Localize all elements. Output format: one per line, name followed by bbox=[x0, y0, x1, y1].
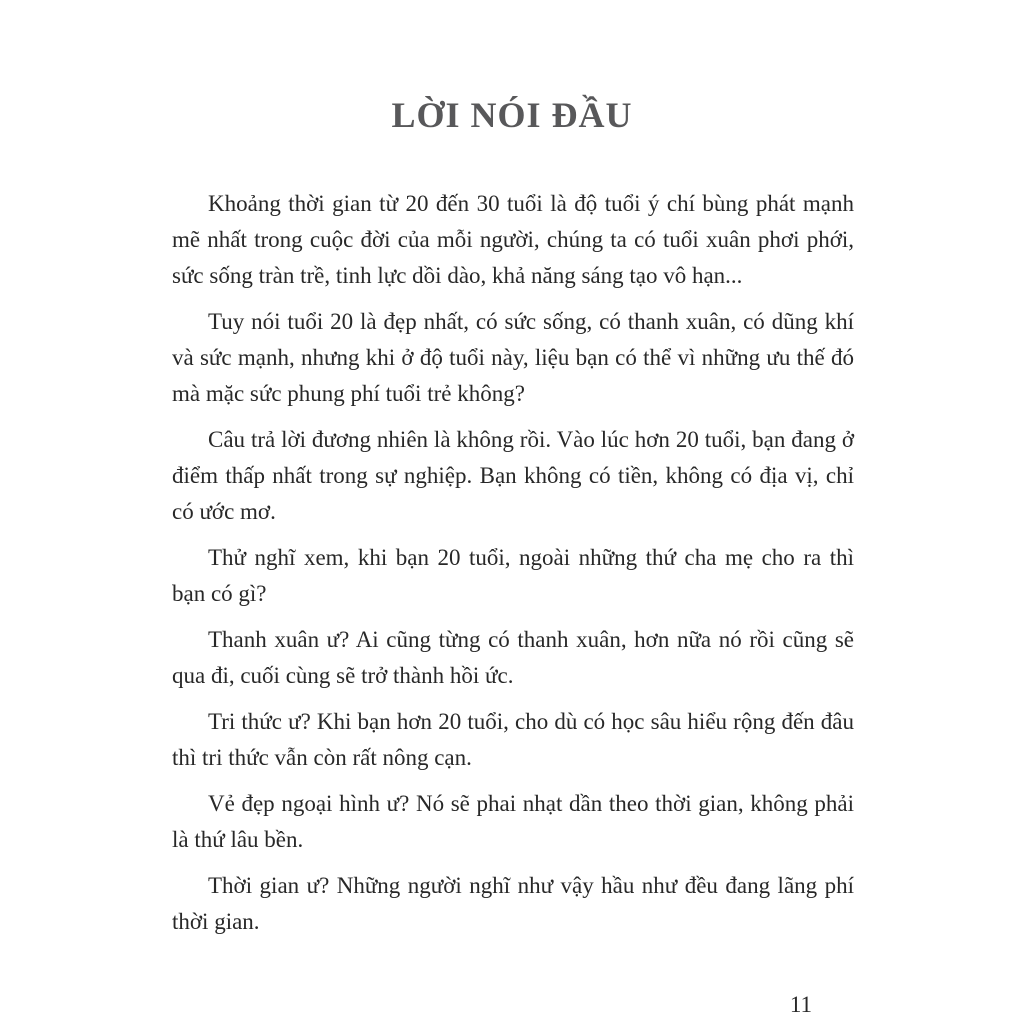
paragraph: Thanh xuân ư? Ai cũng từng có thanh xuân, hơn nữa nó rồi cũng sẽ qua đi, cuối cùng sẽ trở thành hồi ức. bbox=[172, 627, 854, 688]
paragraph: Tuy nói tuổi 20 là đẹp nhất, có sức sống, có thanh xuân, có dũng khí và sức mạnh, nhưng khi ở độ tuổi này, liệu bạn có thể vì những ưu thế đó mà mặc sức phung phí tuổi trẻ không? bbox=[172, 309, 854, 406]
paragraph: Thử nghĩ xem, khi bạn 20 tuổi, ngoài những thứ cha mẹ cho ra thì bạn có gì? bbox=[172, 545, 854, 606]
paragraph: Tri thức ư? Khi bạn hơn 20 tuổi, cho dù có học sâu hiểu rộng đến đâu thì tri thức vẫn còn rất nông cạn. bbox=[172, 709, 854, 770]
body-text bbox=[172, 186, 854, 950]
page-number: 11 bbox=[789, 992, 812, 1017]
paragraph: Thời gian ư? Những người nghĩ như vậy hầu như đều đang lãng phí thời gian. bbox=[172, 873, 854, 934]
paragraph: Câu trả lời đương nhiên là không rồi. Vào lúc hơn 20 tuổi, bạn đang ở điểm thấp nhất trong sự nghiệp. Bạn không có tiền, không có địa vị, chỉ có ước mơ. bbox=[172, 427, 854, 524]
paragraph: Vẻ đẹp ngoại hình ư? Nó sẽ phai nhạt dần theo thời gian, không phải là thứ lâu bền. bbox=[172, 791, 854, 852]
page-title: LỜI NÓI ĐẦU bbox=[391, 95, 633, 135]
paragraph: Khoảng thời gian từ 20 đến 30 tuổi là độ tuổi ý chí bùng phát mạnh mẽ nhất trong cuộc đời của mỗi người, chúng ta có tuổi xuân phơi phới, sức sống tràn trề, tinh lực dồi dào, khả năng sáng tạo vô hạn... bbox=[172, 191, 854, 288]
